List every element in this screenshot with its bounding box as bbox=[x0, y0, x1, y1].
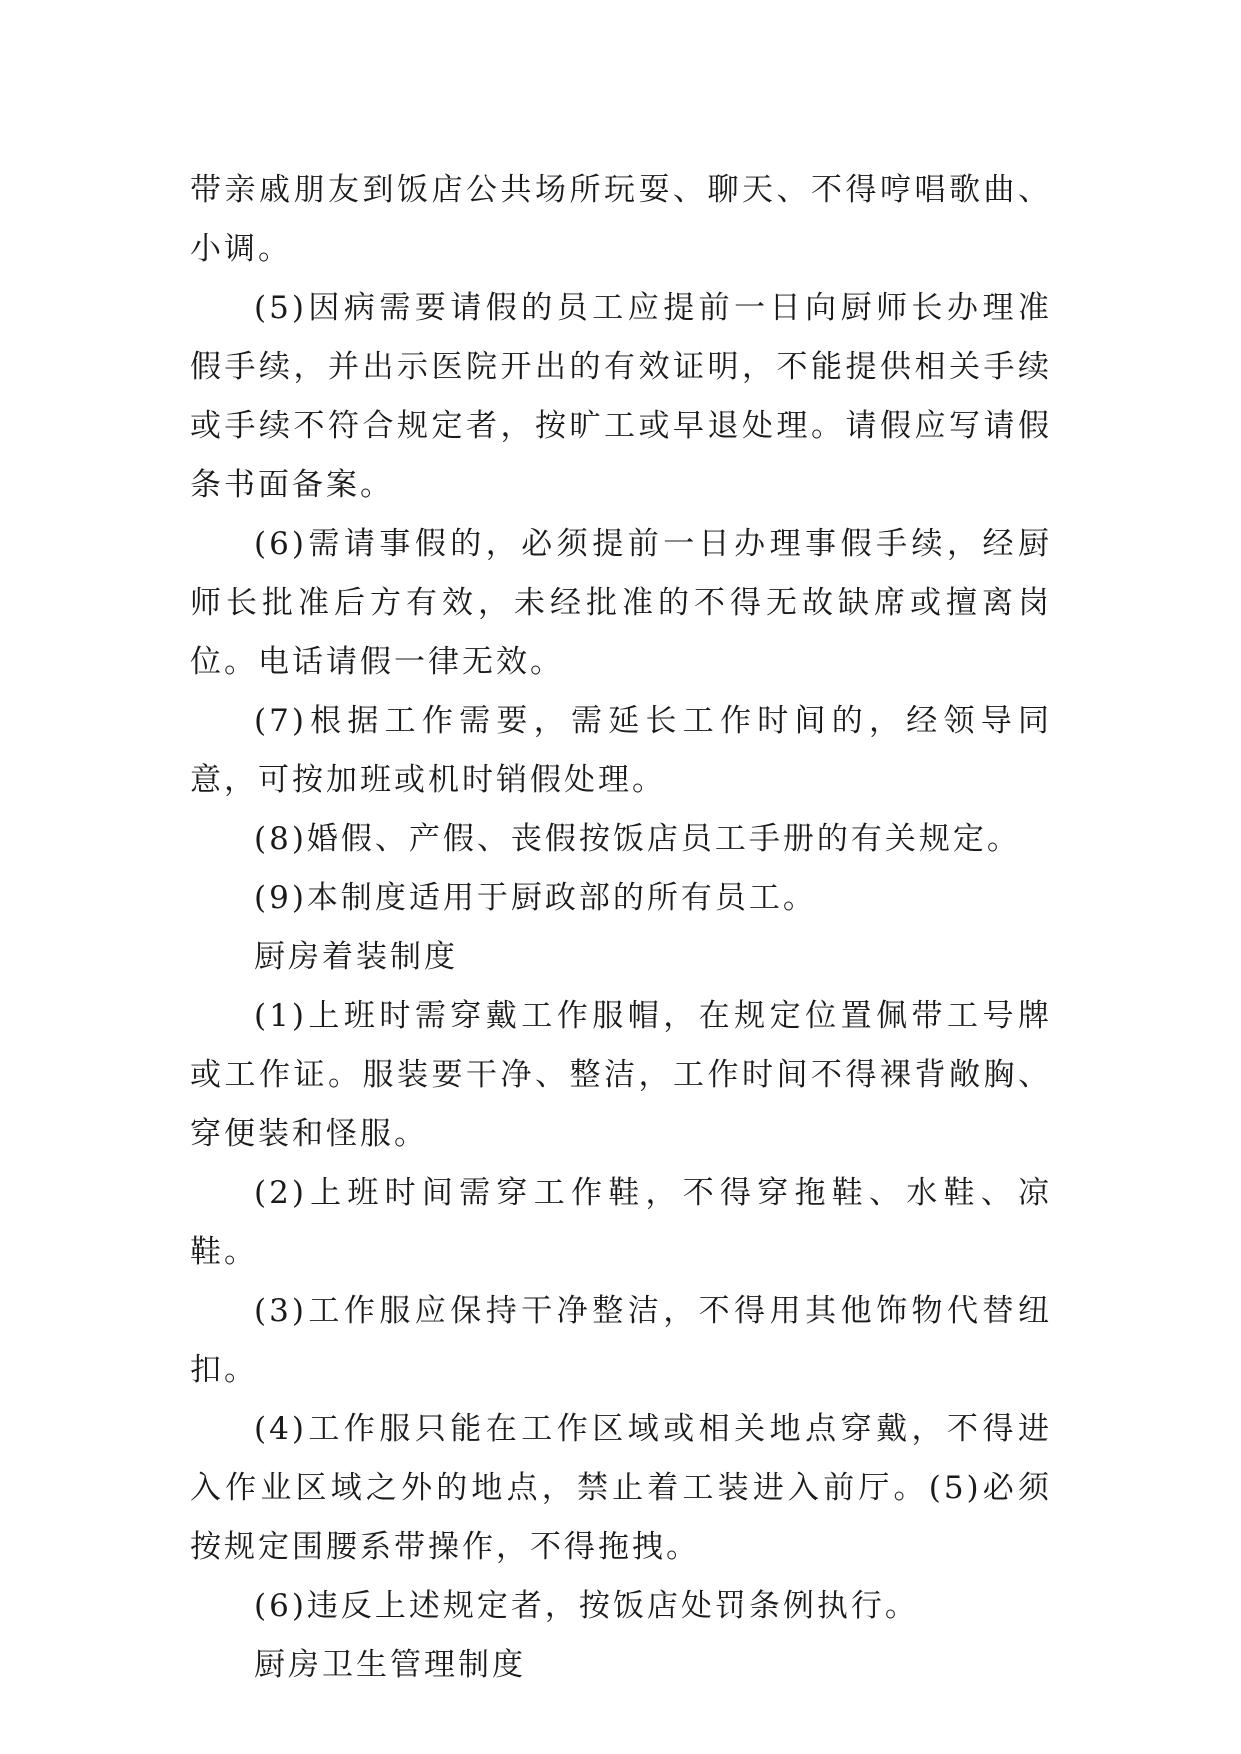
paragraph-item-7: (7)根据工作需要，需延长工作时间的，经领导同意，可按加班或机时销假处理。 bbox=[190, 703, 1052, 798]
paragraph-continuation: 带亲戚朋友到饭店公共场所玩耍、聊天、不得哼唱歌曲、小调。 bbox=[190, 172, 1052, 267]
dress-item-3: (3)工作服应保持干净整洁，不得用其他饰物代替纽扣。 bbox=[190, 1293, 1052, 1388]
paragraph-item-8: (8)婚假、产假、丧假按饭店员工手册的有关规定。 bbox=[254, 821, 1021, 857]
dress-item-1: (1)上班时需穿戴工作服帽，在规定位置佩带工号牌或工作证。服装要干净、整洁，工作时间不得裸背敞胸、穿便装和怪服。 bbox=[190, 998, 1052, 1152]
dress-item-6: (6)违反上述规定者，按饭店处罚条例执行。 bbox=[254, 1588, 919, 1624]
dress-item-4-5: (4)工作服只能在工作区域或相关地点穿戴，不得进入作业区域之外的地点，禁止着工装进入前厅。(5)必须按规定围腰系带操作，不得拖拽。 bbox=[190, 1411, 1052, 1565]
paragraph-item-9: (9)本制度适用于厨政部的所有员工。 bbox=[254, 880, 817, 916]
paragraph-item-5: (5)因病需要请假的员工应提前一日向厨师长办理准假手续，并出示医院开出的有效证明，不能提供相关手续或手续不符合规定者，按旷工或早退处理。请假应写请假条书面备案。 bbox=[190, 290, 1052, 503]
document-body bbox=[190, 161, 1052, 1695]
paragraph-item-6: (6)需请事假的，必须提前一日办理事假手续，经厨师长批准后方有效，未经批准的不得无故缺席或擅离岗位。电话请假一律无效。 bbox=[190, 526, 1052, 680]
dress-item-2: (2)上班时间需穿工作鞋，不得穿拖鞋、水鞋、凉鞋。 bbox=[190, 1175, 1052, 1270]
section-heading-hygiene: 厨房卫生管理制度 bbox=[254, 1647, 526, 1683]
section-heading-dress-code: 厨房着装制度 bbox=[254, 939, 458, 975]
